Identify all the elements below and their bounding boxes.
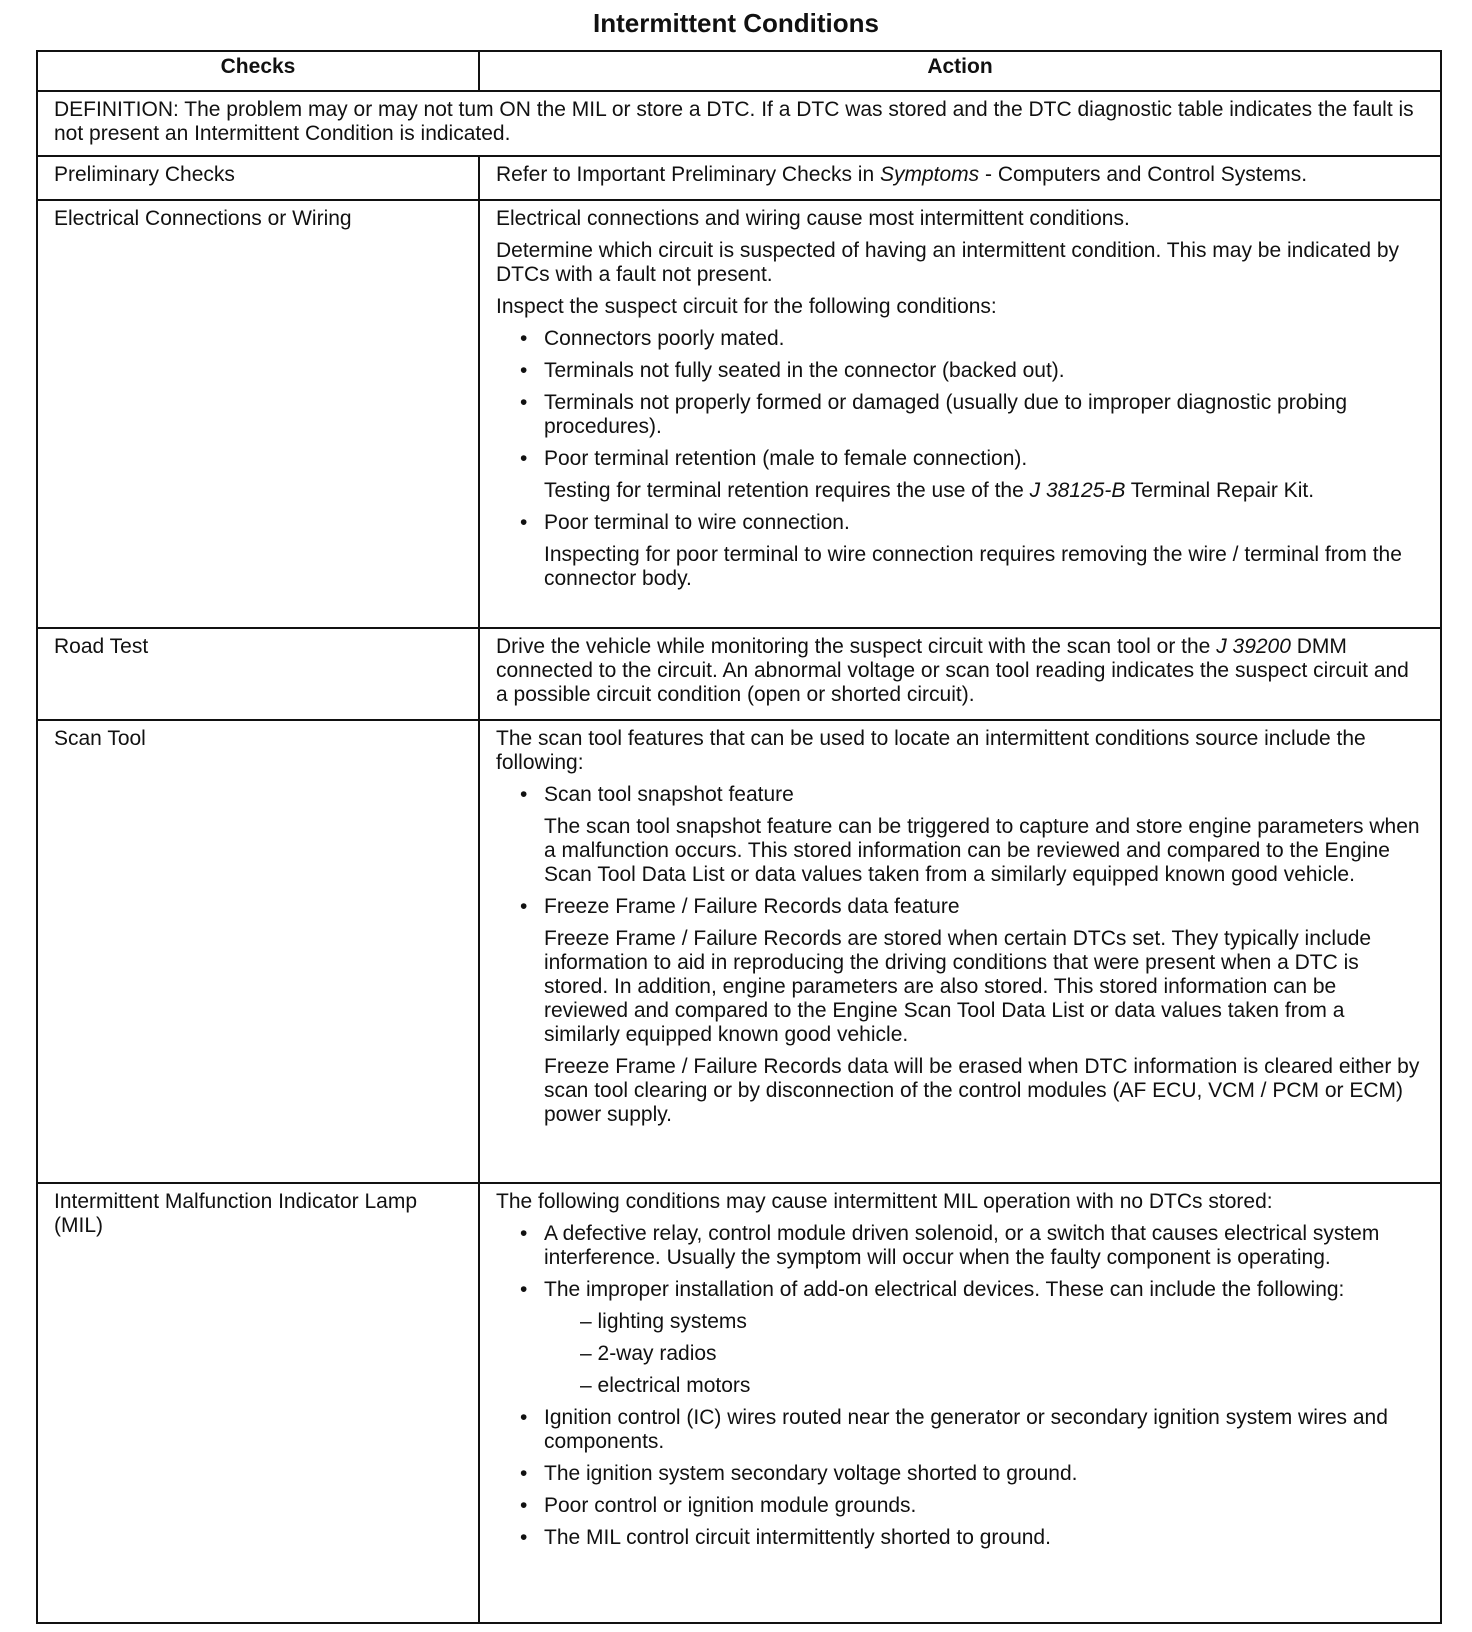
bullet-item [544, 1494, 1426, 1518]
text-segment: Terminals not properly formed or damaged (usually due to improper diagnostic probing procedures). [544, 391, 1348, 438]
text-segment: Poor control or ignition module grounds. [544, 1494, 917, 1517]
paragraph [496, 239, 1426, 287]
action-cell [479, 1183, 1441, 1623]
text-segment: The scan tool features that can be used to locate an intermittent conditions source include the following: [496, 727, 1366, 774]
text-segment: Inspecting for poor terminal to wire connection requires removing the wire / terminal from the connector body. [544, 543, 1402, 590]
bullet-item [544, 1406, 1426, 1454]
paragraph [496, 727, 1426, 775]
text-segment: A defective relay, control module driven solenoid, or a switch that causes electrical system interference. Usually the symptom will occur when the faulty component is operating. [544, 1222, 1380, 1269]
text-segment: Freeze Frame / Failure Records are stored when certain DTCs set. They typically include information to aid in reproducing the driving conditions that were present when a DTC is stored. In addition, engine parameters are also stored. This stored information can be reviewed and compared to the Engine Scan Tool Data List or data values taken from a similarly equipped known good vehicle. [544, 927, 1372, 1046]
check-cell: Intermittent Malfunction Indicator Lamp (MIL) [37, 1183, 479, 1623]
text-segment: Electrical connections and wiring cause most intermittent conditions. [496, 207, 1130, 230]
text-segment: The improper installation of add-on electrical devices. These can include the following: [544, 1278, 1345, 1301]
bullet-item [544, 447, 1426, 471]
check-cell: Preliminary Checks [37, 156, 479, 200]
text-segment: Poor terminal to wire connection. [544, 511, 850, 534]
table-row [37, 156, 1441, 200]
text-segment: The MIL control circuit intermittently shorted to ground. [544, 1526, 1051, 1549]
text-segment: - Computers and Control Systems. [979, 163, 1308, 186]
bullet-item [544, 511, 1426, 535]
text-segment: Inspect the suspect circuit for the following conditions: [496, 295, 997, 318]
italic-reference: J 39200 [1216, 635, 1291, 658]
page-title: Intermittent Conditions [593, 8, 879, 38]
bullet-note [544, 479, 1426, 503]
text-segment: The following conditions may cause intermittent MIL operation with no DTCs stored: [496, 1190, 1273, 1213]
text-segment: The scan tool snapshot feature can be triggered to capture and store engine parameters when a malfunction occurs. This stored information can be reviewed and compared to the Engine Scan Tool Data List or data values taken from a similarly equipped known good vehicle. [544, 815, 1420, 886]
bullet-item [544, 391, 1426, 439]
text-segment: Freeze Frame / Failure Records data feature [544, 895, 960, 918]
check-cell: Scan Tool [37, 720, 479, 1183]
text-segment: Freeze Frame / Failure Records data will be erased when DTC information is cleared either by scan tool clearing or by disconnection of the control modules (AF ECU, VCM / PCM or ECM) power supply. [544, 1055, 1420, 1126]
bullet-item [544, 895, 1426, 919]
text-segment: Poor terminal retention (male to female connection). [544, 447, 1028, 470]
dash-item [580, 1374, 1426, 1398]
bullet-item [544, 1278, 1426, 1302]
table-row [37, 720, 1441, 1183]
text-segment: Scan tool snapshot feature [544, 783, 794, 806]
text-segment: Determine which circuit is suspected of having an intermittent condition. This may be indicated by DTCs with a fault not present. [496, 239, 1400, 286]
table-header-row [37, 51, 1441, 91]
action-cell [479, 200, 1441, 628]
bullet-note [544, 1055, 1426, 1127]
checks-header: Checks [37, 51, 479, 91]
paragraph [496, 207, 1426, 231]
check-cell: Road Test [37, 628, 479, 720]
bullet-item [544, 783, 1426, 807]
text-segment: Terminal Repair Kit. [1125, 479, 1315, 502]
text-segment: Drive the vehicle while monitoring the suspect circuit with the scan tool or the [496, 635, 1217, 658]
text-segment: – electrical motors [580, 1374, 751, 1397]
definition-text: DEFINITION: The problem may or may not tum ON the MIL or store a DTC. If a DTC was stored and the DTC diagnostic table indicates the fault is not present an Intermittent Condition is indicated. [37, 91, 1441, 156]
text-segment: DMM connected to the circuit. An abnormal voltage or scan tool reading indicates the suspect circuit and a possible circuit condition (open or shorted circuit). [496, 635, 1409, 706]
bullet-item [544, 1222, 1426, 1270]
check-cell: Electrical Connections or Wiring [37, 200, 479, 628]
dash-item [580, 1310, 1426, 1334]
bullet-note [544, 815, 1426, 887]
italic-reference: Symptoms [879, 163, 980, 186]
action-cell [479, 628, 1441, 720]
text-segment: Refer to Important Preliminary Checks in [496, 163, 880, 186]
text-segment: – lighting systems [580, 1310, 747, 1333]
paragraph [496, 635, 1426, 707]
definition-row [37, 91, 1441, 156]
text-segment: Terminals not fully seated in the connector (backed out). [544, 359, 1065, 382]
action-header: Action [479, 51, 1441, 91]
bullet-item [544, 1526, 1426, 1550]
table-row [37, 200, 1441, 628]
paragraph [496, 1190, 1426, 1214]
dash-item [580, 1342, 1426, 1366]
table-row [37, 628, 1441, 720]
action-cell [479, 720, 1441, 1183]
bullet-item [544, 359, 1426, 383]
bullet-item [544, 327, 1426, 351]
action-cell [479, 156, 1441, 200]
bullet-item [544, 1462, 1426, 1486]
paragraph [496, 295, 1426, 319]
text-segment: The ignition system secondary voltage shorted to ground. [544, 1462, 1078, 1485]
table-row [37, 1183, 1441, 1623]
italic-reference: J 38125-B [1029, 479, 1126, 502]
bullet-note [544, 543, 1426, 591]
bullet-note [544, 927, 1426, 1047]
text-segment: Testing for terminal retention requires the use of the [544, 479, 1030, 502]
text-segment: Ignition control (IC) wires routed near the generator or secondary ignition system wires and components. [544, 1406, 1388, 1453]
text-segment: – 2-way radios [580, 1342, 717, 1365]
text-segment: Connectors poorly mated. [544, 327, 785, 350]
paragraph [496, 163, 1426, 187]
intermittent-conditions-table [36, 50, 1442, 1624]
